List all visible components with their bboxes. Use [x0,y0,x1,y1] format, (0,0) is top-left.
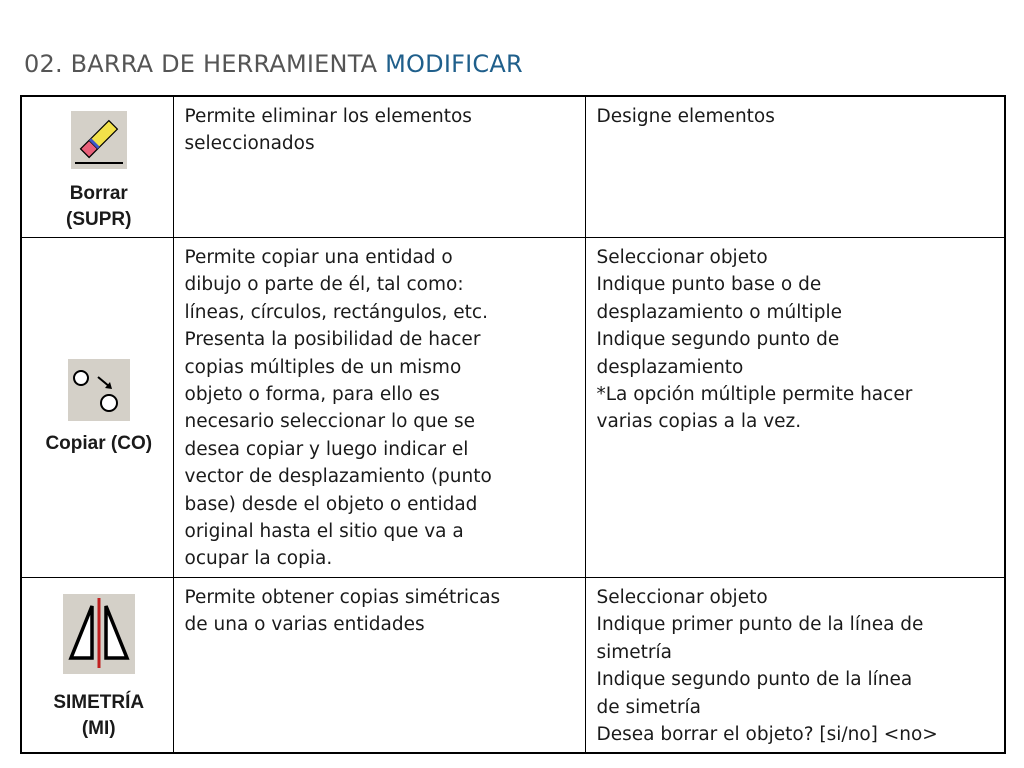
command-name: Copiar (CO) [45,433,153,455]
table-row [21,96,1005,238]
description-line: dibujo o parte de él, tal como: [184,274,464,296]
description-line: desea copiar y luego indicar el [184,438,469,460]
step-line: Designe elementos [596,106,775,127]
steps-cell [585,96,1005,238]
description-line: seleccionados [184,133,315,155]
description-line: ocupar la copia. [184,548,333,570]
step-line: simetría [596,641,673,663]
icon-cell [21,96,173,238]
description-line: copias múltiples de un mismo [184,356,462,378]
commands-table [20,95,1006,754]
slide-title-accent: MODIFICAR [385,50,523,78]
step-line: *La opción múltiple permite hacer [596,384,913,406]
description-line: vector de desplazamiento (punto [184,466,492,488]
step-line: Indique primer punto de la línea de [596,614,924,636]
steps-cell [585,238,1005,578]
step-line: Seleccionar objeto [596,586,768,608]
slide-title-prefix: 02. BARRA DE HERRAMIENTA [24,50,386,78]
description-cell [173,577,585,753]
copy-objects-icon[interactable] [68,359,130,421]
step-line: de simetría [596,696,702,718]
step-line: desplazamiento o múltiple [596,301,842,323]
description-cell [173,238,585,578]
icon-cell [21,577,173,753]
table-row [21,577,1005,753]
mirror-icon[interactable] [63,594,135,674]
table-row [21,238,1005,578]
step-line: desplazamiento [596,356,744,378]
step-line: Desea borrar el objeto? [si/no] <no> [596,723,938,745]
step-line: Indique segundo punto de la línea [596,669,913,691]
icon-cell [21,238,173,578]
step-line: Indique segundo punto de [596,329,840,351]
description-line: Presenta la posibilidad de hacer [184,329,481,351]
description-cell [173,96,585,238]
slide-title [24,50,523,78]
description-line: Permite obtener copias simétricas [184,586,501,608]
description-line: Permite copiar una entidad o [184,247,453,268]
description-line: original hasta el sitio que va a [184,521,464,543]
step-line: Indique punto base o de [596,274,822,296]
command-name: Borrar [69,183,128,204]
step-line: varias copias a la vez. [596,411,802,433]
steps-cell [585,577,1005,753]
command-name: SIMETRÍA [53,691,145,713]
description-line: Permite eliminar los elementos [184,106,472,127]
command-shortcut: (MI) [81,717,116,739]
description-line: líneas, círculos, rectángulos, etc. [184,301,488,323]
description-line: objeto o forma, para ello es [184,384,440,406]
command-shortcut: (SUPR) [66,209,132,230]
description-line: de una o varias entidades [184,614,425,636]
eraser-icon[interactable] [71,111,127,169]
description-line: base) desde el objeto o entidad [184,493,478,515]
description-line: necesario seleccionar lo que se [184,411,476,433]
step-line: Seleccionar objeto [596,247,768,268]
